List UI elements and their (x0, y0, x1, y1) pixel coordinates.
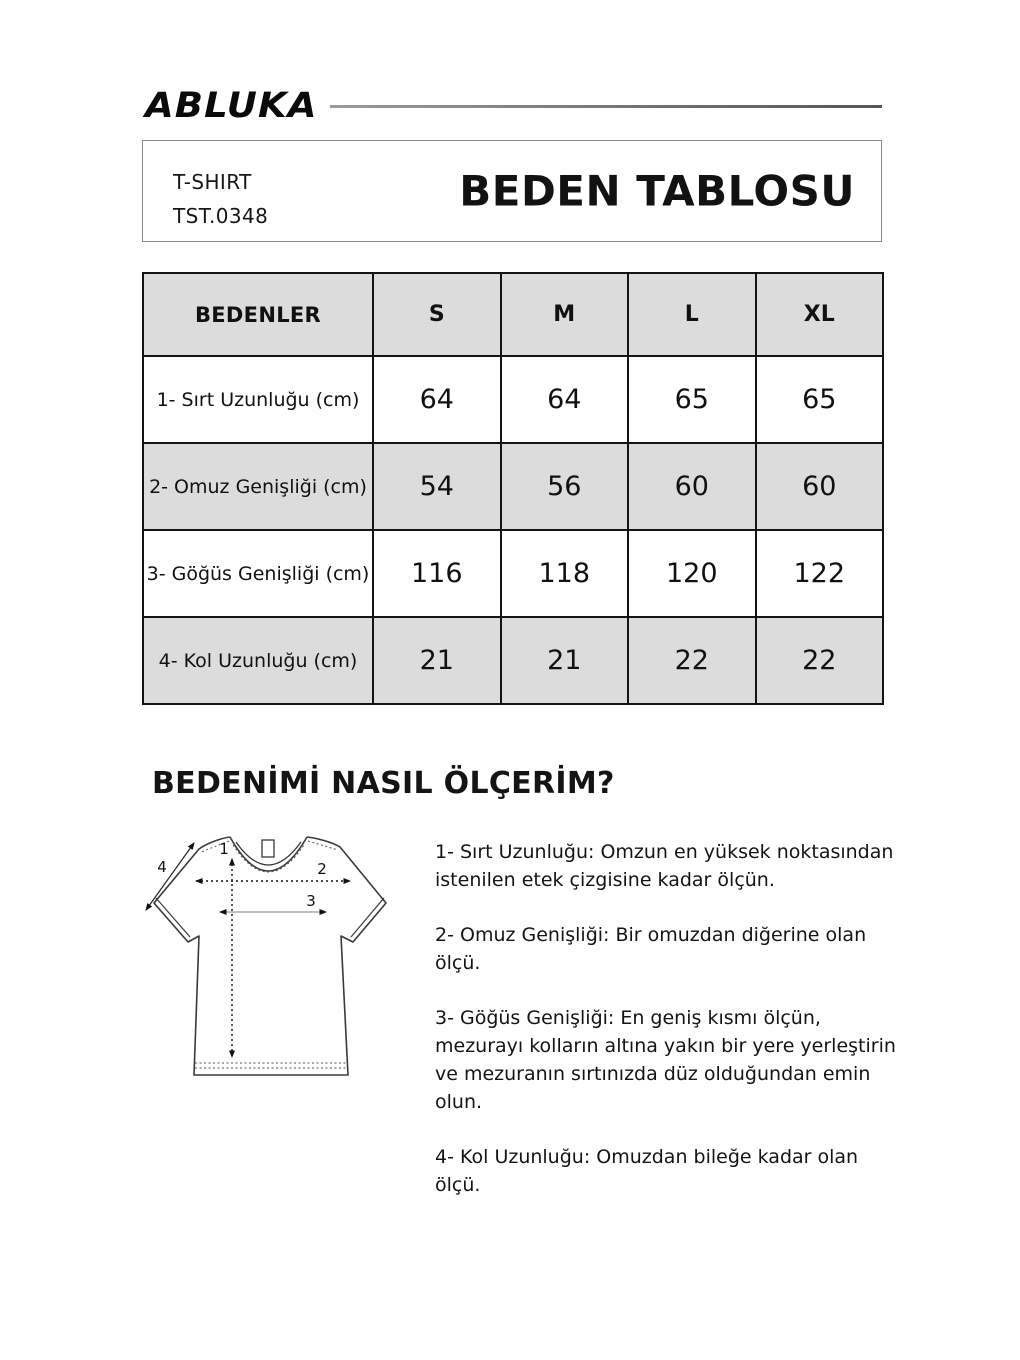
how-to-measure-heading: BEDENİMİ NASIL ÖLÇERİM? (152, 766, 615, 801)
instruction-back-length: 1- Sırt Uzunluğu: Omzun en yüksek noktasından istenilen etek çizgisine kadar ölçün. (435, 841, 894, 891)
measurement-instructions (435, 838, 900, 1226)
brand-logo: ABLUKA (145, 86, 318, 126)
table-row (143, 356, 883, 443)
product-info-box (142, 140, 882, 242)
tshirt-diagram-icon (135, 815, 415, 1115)
logo-divider-line (330, 105, 882, 108)
instruction-shoulder-width: 2- Omuz Genişliği: Bir omuzdan diğerine olan ölçü. (435, 924, 867, 974)
cell-value: 122 (756, 530, 884, 617)
cell-value: 22 (756, 617, 884, 704)
diagram-label-3: 3 (306, 892, 316, 910)
diagram-label-4: 4 (157, 858, 167, 876)
product-type: T-SHIRT (173, 170, 252, 194)
size-table-header-row (143, 273, 883, 356)
size-table (142, 272, 884, 705)
cell-value: 64 (501, 356, 629, 443)
product-code: TST.0348 (173, 204, 269, 228)
page-title: BEDEN TABLOSU (459, 166, 855, 216)
table-row (143, 530, 883, 617)
row-label-back-length: 1- Sırt Uzunluğu (cm) (143, 356, 373, 443)
cell-value: 60 (628, 443, 756, 530)
cell-value: 21 (501, 617, 629, 704)
cell-value: 56 (501, 443, 629, 530)
tshirt-measurement-diagram (135, 815, 415, 1115)
row-label-chest-width: 3- Göğüs Genişliği (cm) (143, 530, 373, 617)
table-row (143, 617, 883, 704)
diagram-label-1: 1 (219, 840, 229, 858)
brand-row (145, 86, 882, 126)
cell-value: 64 (373, 356, 501, 443)
product-info (173, 165, 268, 233)
cell-value: 21 (373, 617, 501, 704)
cell-value: 65 (628, 356, 756, 443)
row-label-sleeve-length: 4- Kol Uzunluğu (cm) (143, 617, 373, 704)
table-row (143, 443, 883, 530)
cell-value: 54 (373, 443, 501, 530)
cell-value: 60 (756, 443, 884, 530)
column-header-m: M (501, 273, 629, 356)
column-header-l: L (628, 273, 756, 356)
column-header-sizes: BEDENLER (143, 273, 373, 356)
cell-value: 65 (756, 356, 884, 443)
column-header-xl: XL (756, 273, 884, 356)
cell-value: 116 (373, 530, 501, 617)
cell-value: 22 (628, 617, 756, 704)
cell-value: 120 (628, 530, 756, 617)
diagram-label-2: 2 (317, 860, 327, 878)
cell-value: 118 (501, 530, 629, 617)
instruction-sleeve-length: 4- Kol Uzunluğu: Omuzdan bileğe kadar olan ölçü. (435, 1146, 859, 1196)
column-header-s: S (373, 273, 501, 356)
instruction-chest-width: 3- Göğüs Genişliği: En geniş kısmı ölçün, mezurayı kolların altına yakın bir yere yerleştirin ve mezuranın sırtınızda düz olduğundan emin olun. (435, 1007, 896, 1113)
row-label-shoulder-width: 2- Omuz Genişliği (cm) (143, 443, 373, 530)
